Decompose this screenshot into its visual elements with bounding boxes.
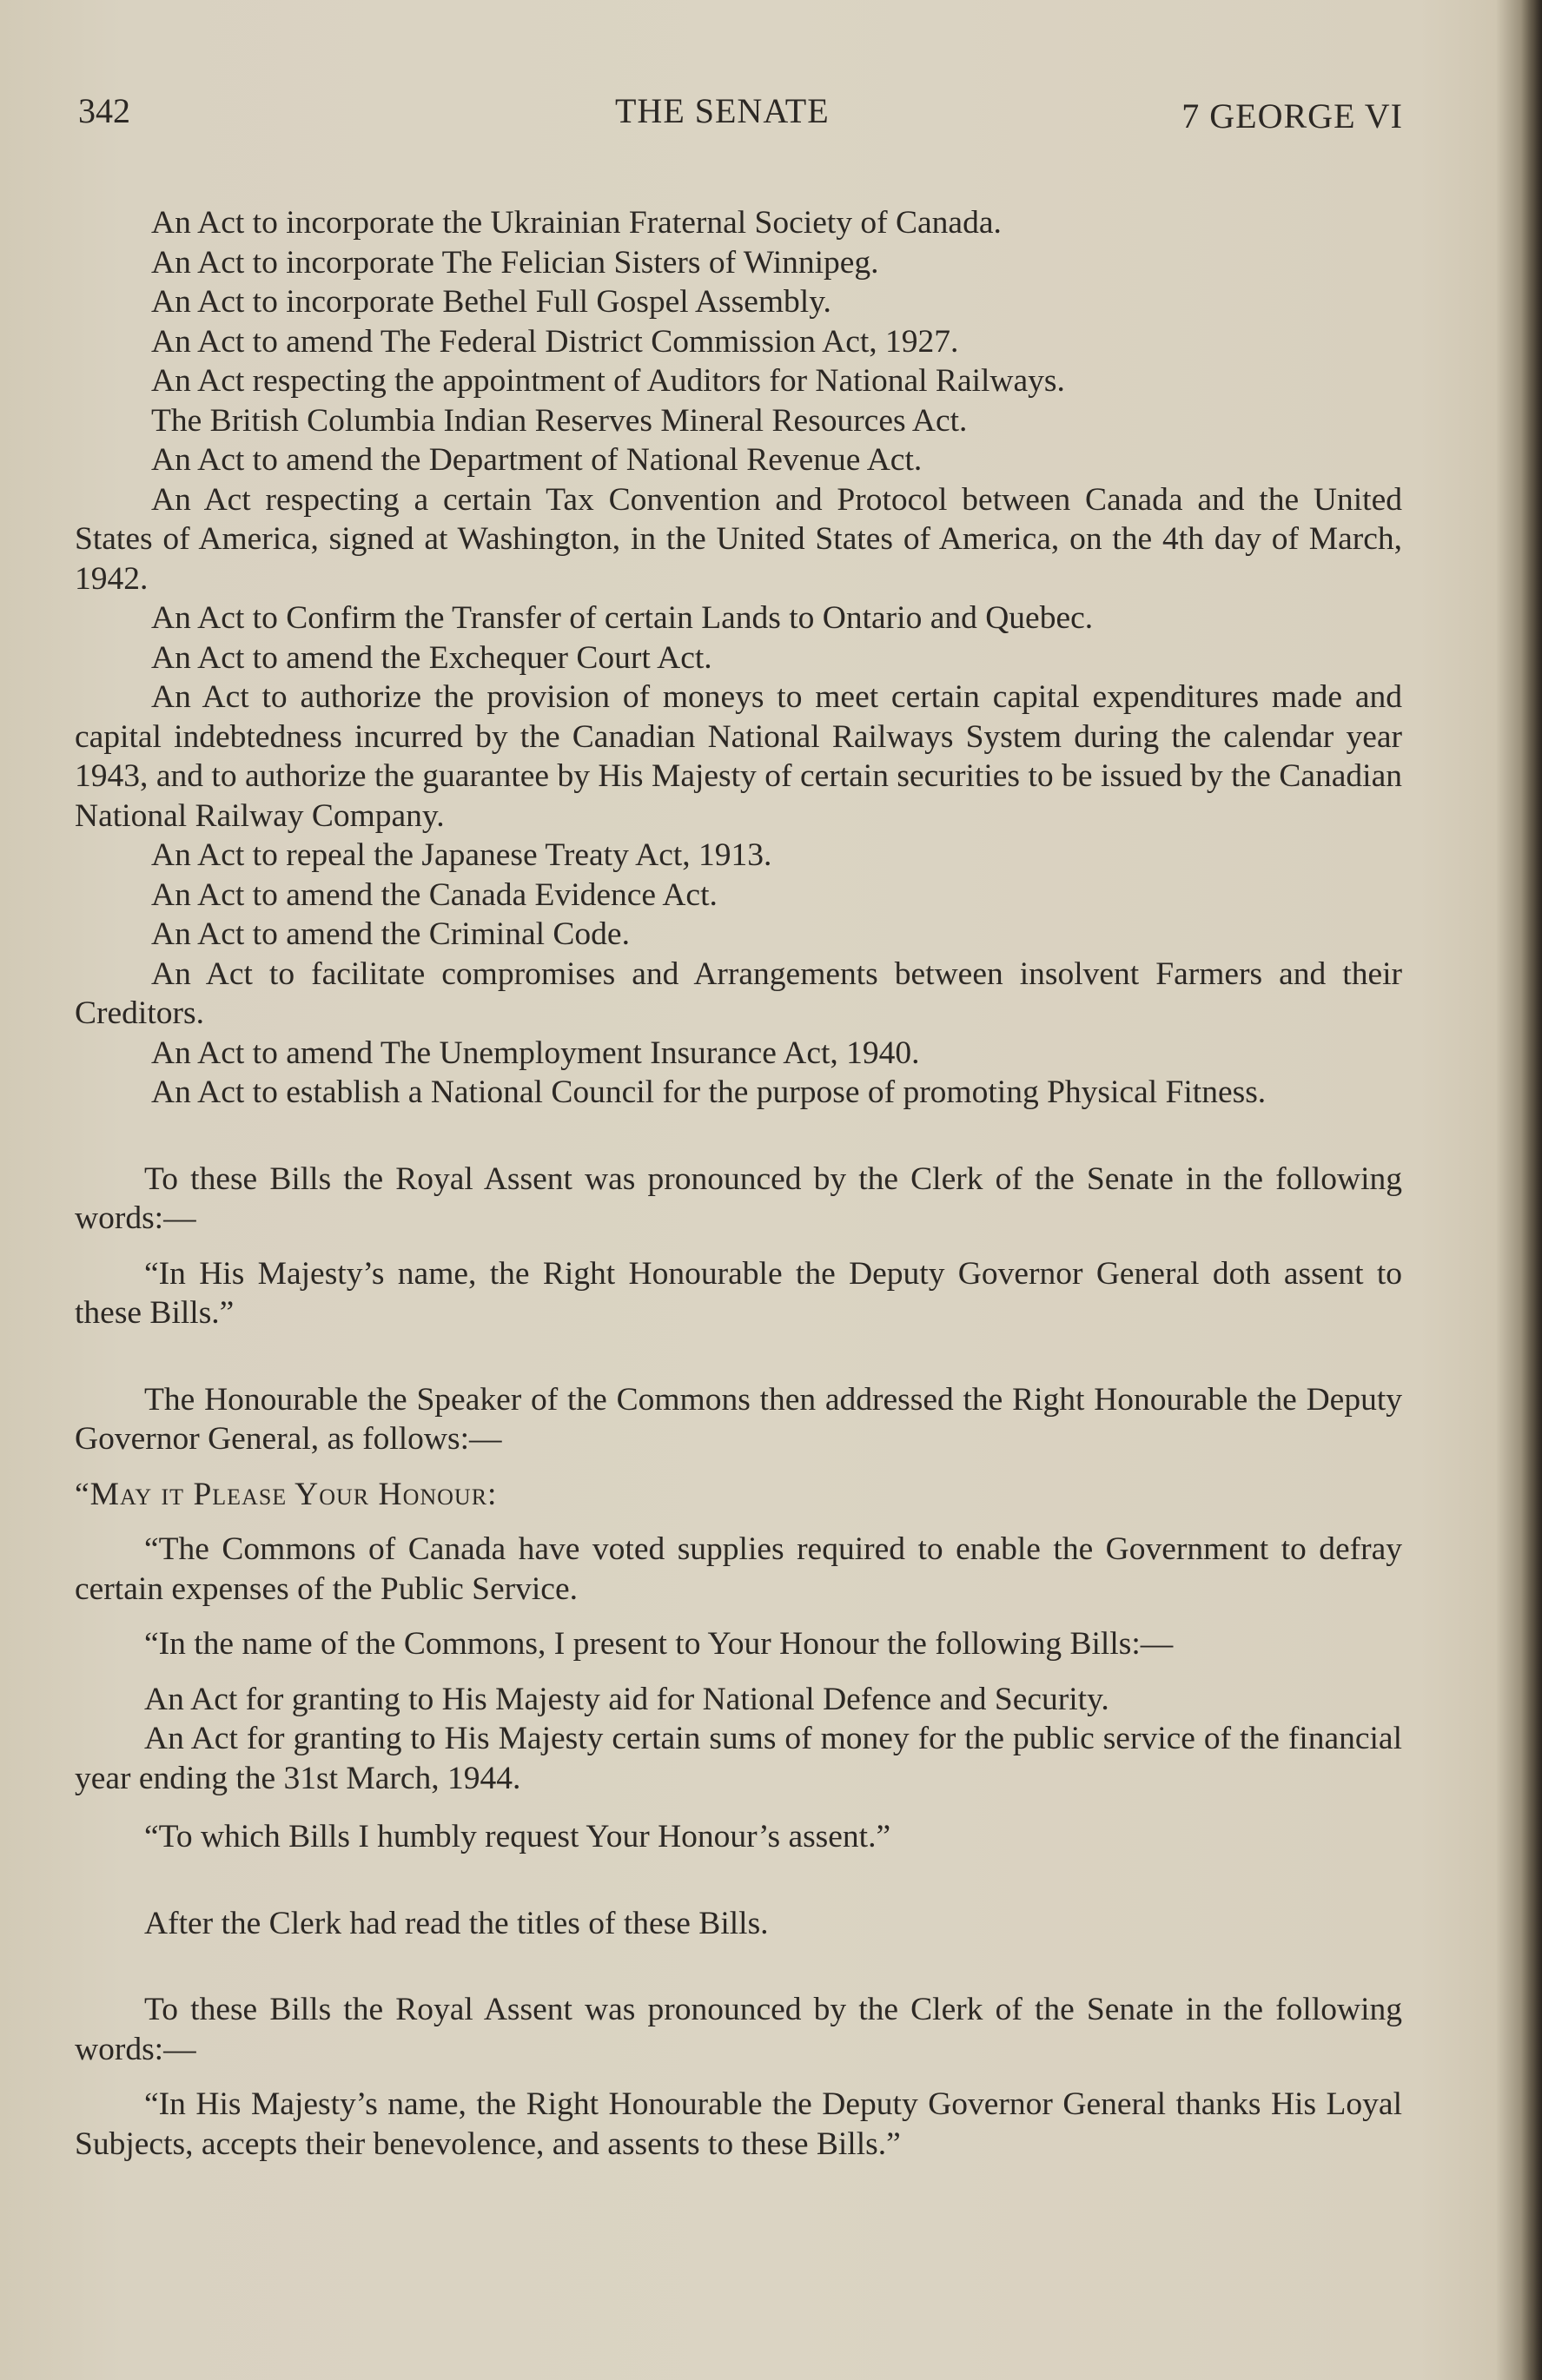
page-body	[75, 203, 1402, 2164]
spacer	[75, 1459, 1402, 1475]
spacer	[75, 1798, 1402, 1817]
bill-item: The British Columbia Indian Reserves Mineral Resources Act.	[151, 402, 968, 439]
spacer	[75, 1609, 1402, 1624]
supply-bill-item: An Act for granting to His Majesty aid for National Defence and Security.	[144, 1681, 1109, 1717]
bill-item: An Act to repeal the Japanese Treaty Act, 1913.	[151, 837, 772, 873]
request-assent: “To which Bills I humbly request Your Honour’s assent.”	[144, 1819, 891, 1854]
bill-item: An Act respecting a certain Tax Convention and Protocol between Canada and the United States of America, signed at Washington, in the United States of America, on the 4th day of March, 1942.	[75, 481, 1402, 597]
supply-bill-item: An Act for granting to His Majesty certain sums of money for the public service of the financial year ending the 31st March, 1944.	[75, 1721, 1402, 1796]
spacer	[75, 1239, 1402, 1254]
running-title: THE SENATE	[615, 91, 830, 130]
bill-item: An Act to authorize the provision of moneys to meet certain capital expenditures made and capital indebtedness incurred by the Canadian National Railways System during the calendar year 1943, and to authorize the guarantee by His Majesty of certain securities to be issued by the Canadian National Railway Company.	[75, 679, 1402, 834]
page-edge-shadow	[1521, 0, 1542, 2380]
assent-intro: To these Bills the Royal Assent was pronounced by the Clerk of the Senate in the following words:—	[75, 1992, 1402, 2067]
bill-item: An Act to amend The Unemployment Insurance Act, 1940.	[151, 1035, 920, 1071]
assent-words: “In His Majesty’s name, the Right Honourable the Deputy Governor General doth assent to these Bills.”	[75, 1255, 1402, 1331]
spacer	[75, 1113, 1402, 1160]
bill-item: An Act to incorporate Bethel Full Gospel Assembly.	[151, 284, 831, 320]
bill-item: An Act respecting the appointment of Auditors for National Railways.	[151, 363, 1065, 399]
bill-item: An Act to amend The Federal District Commission Act, 1927.	[151, 323, 959, 360]
page-number: 342	[78, 91, 130, 130]
bill-item: An Act to amend the Canada Evidence Act.	[151, 876, 718, 913]
spacer	[75, 1664, 1402, 1680]
bill-item: An Act to facilitate compromises and Arrangements between insolvent Farmers and their Creditors.	[75, 955, 1402, 1031]
spacer	[75, 1333, 1402, 1380]
session-label: 7 GEORGE VI	[1181, 96, 1403, 136]
commons-voted: “The Commons of Canada have voted supplies required to enable the Government to defray certain expenses of the Public Service.	[75, 1531, 1402, 1607]
speaker-intro: The Honourable the Speaker of the Commons then addressed the Right Honourable the Deputy Governor General, as follows:—	[75, 1381, 1402, 1457]
spacer	[75, 2069, 1402, 2085]
assent-words: “In His Majesty’s name, the Right Honourable the Deputy Governor General thanks His Loyal Subjects, accepts their benevolence, and assents to these Bills.”	[75, 2086, 1402, 2162]
bill-item: An Act to amend the Exchequer Court Act.	[151, 639, 712, 676]
spacer	[75, 1514, 1402, 1530]
commons-present: “In the name of the Commons, I present to Your Honour the following Bills:—	[144, 1626, 1174, 1662]
spacer	[75, 1943, 1402, 1990]
bill-item: An Act to Confirm the Transfer of certain Lands to Ontario and Quebec.	[151, 600, 1094, 636]
running-header	[78, 90, 1403, 142]
assent-intro: To these Bills the Royal Assent was pronounced by the Clerk of the Senate in the following words:—	[75, 1160, 1402, 1236]
bill-item: An Act to amend the Department of National Revenue Act.	[151, 442, 923, 478]
bill-item: An Act to amend the Criminal Code.	[151, 916, 630, 952]
bill-item: An Act to establish a National Council for the purpose of promoting Physical Fitness.	[151, 1074, 1267, 1110]
clerk-read: After the Clerk had read the titles of these Bills.	[144, 1905, 769, 1941]
bill-item: An Act to incorporate the Ukrainian Fraternal Society of Canada.	[151, 205, 1002, 241]
spacer	[75, 1857, 1402, 1904]
salutation: “May it Please Your Honour:	[75, 1476, 498, 1512]
bill-item: An Act to incorporate The Felician Sisters of Winnipeg.	[151, 244, 879, 281]
